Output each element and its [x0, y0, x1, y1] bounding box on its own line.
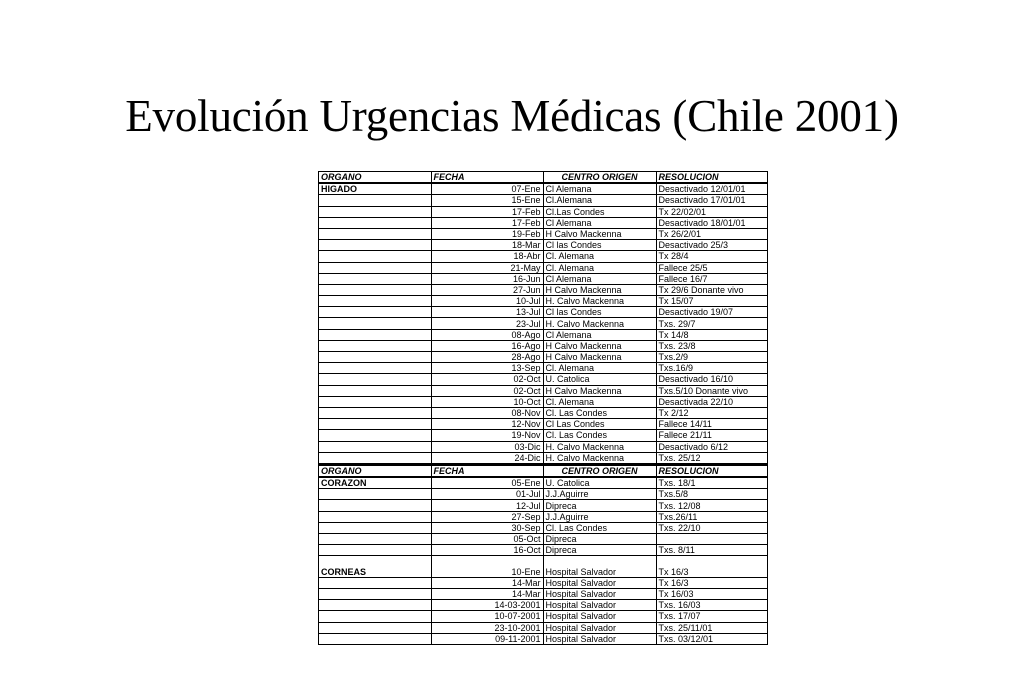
- organ-cell: [319, 352, 431, 363]
- date-cell: 27-Sep: [431, 511, 543, 522]
- table-row: [319, 374, 767, 385]
- origin-cell: H Calvo Mackenna: [543, 352, 656, 363]
- origin-cell: H Calvo Mackenna: [543, 385, 656, 396]
- date-cell: 10-Ene: [431, 567, 543, 578]
- organ-cell: [319, 284, 431, 295]
- table-row: [319, 206, 767, 217]
- organ-cell: [319, 419, 431, 430]
- table-row: [319, 329, 767, 340]
- resolution-cell: Desactivado 17/01/01: [656, 195, 767, 206]
- origin-cell: Cl. Las Condes: [543, 407, 656, 418]
- table-row: [319, 419, 767, 430]
- resolution-cell: Tx 22/02/01: [656, 206, 767, 217]
- organ-cell: [319, 600, 431, 611]
- header-fecha: FECHA: [431, 172, 543, 183]
- header-resolucion: RESOLUCION: [656, 464, 767, 477]
- resolution-cell: Txs.16/9: [656, 363, 767, 374]
- date-cell: 16-Jun: [431, 273, 543, 284]
- organ-cell: [319, 240, 431, 251]
- table-row: [319, 522, 767, 533]
- date-cell: 17-Feb: [431, 217, 543, 228]
- organ-cell: [319, 441, 431, 452]
- origin-cell: H Calvo Mackenna: [543, 284, 656, 295]
- date-cell: 15-Ene: [431, 195, 543, 206]
- organ-cell: [319, 396, 431, 407]
- origin-cell: H Calvo Mackenna: [543, 228, 656, 239]
- organ-cell: [319, 228, 431, 239]
- table-row: [319, 534, 767, 545]
- organ-cell: [319, 273, 431, 284]
- origin-cell: H Calvo Mackenna: [543, 340, 656, 351]
- table-row: [319, 500, 767, 511]
- organ-cell: [319, 251, 431, 262]
- date-cell: 10-Oct: [431, 396, 543, 407]
- table-row: [319, 228, 767, 239]
- origin-cell: Hospital Salvador: [543, 567, 656, 578]
- organ-cell: [319, 262, 431, 273]
- date-cell: 12-Nov: [431, 419, 543, 430]
- table-row: [319, 441, 767, 452]
- organ-cell: [319, 206, 431, 217]
- date-cell: 05-Ene: [431, 477, 543, 489]
- resolution-cell: Tx 29/6 Donante vivo: [656, 284, 767, 295]
- date-cell: 23-Jul: [431, 318, 543, 329]
- header-resolucion: RESOLUCION: [656, 172, 767, 183]
- header-organo: ORGANO: [319, 172, 431, 183]
- table-row: [319, 452, 767, 464]
- origin-cell: H. Calvo Mackenna: [543, 441, 656, 452]
- table-row: [319, 577, 767, 588]
- table-row: [319, 633, 767, 644]
- organ-cell: [319, 611, 431, 622]
- origin-cell: Hospital Salvador: [543, 600, 656, 611]
- table-row: [319, 611, 767, 622]
- organ-cell: CORAZON: [319, 477, 431, 489]
- empty-cell: [656, 556, 767, 567]
- date-cell: 08-Ago: [431, 329, 543, 340]
- resolution-cell: Desactivado 18/01/01: [656, 217, 767, 228]
- organ-cell: [319, 217, 431, 228]
- header-centro-origen: CENTRO ORIGEN: [543, 172, 656, 183]
- origin-cell: Cl Alemana: [543, 183, 656, 195]
- transplant-table-grid: [319, 172, 767, 645]
- origin-cell: Cl.Alemana: [543, 195, 656, 206]
- resolution-cell: Tx 26/2/01: [656, 228, 767, 239]
- date-cell: 09-11-2001: [431, 633, 543, 644]
- table-row: [319, 489, 767, 500]
- empty-cell: [543, 556, 656, 567]
- organ-cell: [319, 296, 431, 307]
- resolution-cell: Desactivado 6/12: [656, 441, 767, 452]
- origin-cell: Cl Las Condes: [543, 419, 656, 430]
- table-row: [319, 251, 767, 262]
- table-row: [319, 511, 767, 522]
- table-row: [319, 307, 767, 318]
- resolution-cell: Fallece 25/5: [656, 262, 767, 273]
- table-row: [319, 385, 767, 396]
- date-cell: 07-Ene: [431, 183, 543, 195]
- date-cell: 23-10-2001: [431, 622, 543, 633]
- organ-cell: [319, 452, 431, 464]
- resolution-cell: Tx 15/07: [656, 296, 767, 307]
- date-cell: 16-Ago: [431, 340, 543, 351]
- date-cell: 16-Oct: [431, 545, 543, 556]
- resolution-cell: Txs. 29/7: [656, 318, 767, 329]
- origin-cell: Hospital Salvador: [543, 633, 656, 644]
- origin-cell: Cl Alemana: [543, 329, 656, 340]
- resolution-cell: Fallece 14/11: [656, 419, 767, 430]
- resolution-cell: Txs. 22/10: [656, 522, 767, 533]
- resolution-cell: Txs.5/8: [656, 489, 767, 500]
- origin-cell: U. Catolica: [543, 477, 656, 489]
- date-cell: 05-Oct: [431, 534, 543, 545]
- origin-cell: Dipreca: [543, 534, 656, 545]
- origin-cell: Cl. Alemana: [543, 251, 656, 262]
- origin-cell: Hospital Salvador: [543, 611, 656, 622]
- date-cell: 02-Oct: [431, 374, 543, 385]
- table-row: [319, 284, 767, 295]
- organ-cell: [319, 511, 431, 522]
- origin-cell: Cl. Las Condes: [543, 522, 656, 533]
- origin-cell: H. Calvo Mackenna: [543, 296, 656, 307]
- origin-cell: Cl Alemana: [543, 273, 656, 284]
- organ-cell: [319, 363, 431, 374]
- resolution-cell: Txs.2/9: [656, 352, 767, 363]
- resolution-cell: Txs. 17/07: [656, 611, 767, 622]
- table-row: [319, 240, 767, 251]
- resolution-cell: Tx 14/8: [656, 329, 767, 340]
- resolution-cell: Txs. 18/1: [656, 477, 767, 489]
- table-row: [319, 296, 767, 307]
- date-cell: 10-07-2001: [431, 611, 543, 622]
- resolution-cell: Txs. 23/8: [656, 340, 767, 351]
- table-body: [319, 172, 767, 644]
- origin-cell: Cl. Alemana: [543, 363, 656, 374]
- resolution-cell: Txs.5/10 Donante vivo: [656, 385, 767, 396]
- page-title: Evolución Urgencias Médicas (Chile 2001): [125, 91, 899, 141]
- resolution-cell: Txs. 03/12/01: [656, 633, 767, 644]
- origin-cell: Cl. Las Condes: [543, 430, 656, 441]
- date-cell: 01-Jul: [431, 489, 543, 500]
- date-cell: 14-Mar: [431, 577, 543, 588]
- date-cell: 18-Mar: [431, 240, 543, 251]
- origin-cell: H. Calvo Mackenna: [543, 452, 656, 464]
- table-row: [319, 340, 767, 351]
- origin-cell: Cl las Condes: [543, 307, 656, 318]
- header-fecha: FECHA: [431, 464, 543, 477]
- resolution-cell: Txs. 25/12: [656, 452, 767, 464]
- resolution-cell: Txs. 16/03: [656, 600, 767, 611]
- origin-cell: U. Catolica: [543, 374, 656, 385]
- date-cell: 10-Jul: [431, 296, 543, 307]
- date-cell: 27-Jun: [431, 284, 543, 295]
- origin-cell: H. Calvo Mackenna: [543, 318, 656, 329]
- resolution-cell: Tx 28/4: [656, 251, 767, 262]
- table-row: [319, 183, 767, 195]
- date-cell: 14-Mar: [431, 588, 543, 599]
- table-row: [319, 217, 767, 228]
- table-row: [319, 567, 767, 578]
- empty-cell: [319, 556, 431, 567]
- origin-cell: Hospital Salvador: [543, 577, 656, 588]
- date-cell: 02-Oct: [431, 385, 543, 396]
- organ-cell: [319, 622, 431, 633]
- table-header-row: [319, 172, 767, 183]
- resolution-cell: Tx 16/3: [656, 567, 767, 578]
- origin-cell: J.J.Aguirre: [543, 511, 656, 522]
- organ-cell: [319, 307, 431, 318]
- table-row: [319, 396, 767, 407]
- origin-cell: Hospital Salvador: [543, 588, 656, 599]
- organ-cell: [319, 329, 431, 340]
- table-row: [319, 352, 767, 363]
- date-cell: 28-Ago: [431, 352, 543, 363]
- organ-cell: [319, 407, 431, 418]
- date-cell: 12-Jul: [431, 500, 543, 511]
- resolution-cell: Tx 2/12: [656, 407, 767, 418]
- origin-cell: Hospital Salvador: [543, 622, 656, 633]
- organ-cell: [319, 430, 431, 441]
- resolution-cell: Desactivado 16/10: [656, 374, 767, 385]
- organ-cell: [319, 577, 431, 588]
- table-spacer-row: [319, 556, 767, 567]
- origin-cell: Cl.Las Condes: [543, 206, 656, 217]
- table-row: [319, 477, 767, 489]
- resolution-cell: Desactivada 22/10: [656, 396, 767, 407]
- organ-cell: [319, 500, 431, 511]
- table-row: [319, 407, 767, 418]
- date-cell: 17-Feb: [431, 206, 543, 217]
- header-organo: ORGANO: [319, 464, 431, 477]
- date-cell: 19-Nov: [431, 430, 543, 441]
- resolution-cell: Fallece 16/7: [656, 273, 767, 284]
- resolution-cell: Fallece 21/11: [656, 430, 767, 441]
- table-row: [319, 195, 767, 206]
- organ-cell: [319, 534, 431, 545]
- organ-cell: [319, 489, 431, 500]
- table-row: [319, 600, 767, 611]
- date-cell: 21-May: [431, 262, 543, 273]
- organ-cell: HIGADO: [319, 183, 431, 195]
- organ-cell: [319, 318, 431, 329]
- origin-cell: Cl. Alemana: [543, 396, 656, 407]
- date-cell: 18-Abr: [431, 251, 543, 262]
- resolution-cell: [656, 534, 767, 545]
- table-header-row: [319, 464, 767, 477]
- table-row: [319, 545, 767, 556]
- resolution-cell: Desactivado 19/07: [656, 307, 767, 318]
- table-row: [319, 622, 767, 633]
- organ-cell: [319, 340, 431, 351]
- date-cell: 03-Dic: [431, 441, 543, 452]
- table-row: [319, 273, 767, 284]
- organ-cell: [319, 633, 431, 644]
- origin-cell: Dipreca: [543, 545, 656, 556]
- origin-cell: Cl. Alemana: [543, 262, 656, 273]
- empty-cell: [431, 556, 543, 567]
- date-cell: 13-Sep: [431, 363, 543, 374]
- organ-cell: CORNEAS: [319, 567, 431, 578]
- resolution-cell: Txs. 25/11/01: [656, 622, 767, 633]
- resolution-cell: Txs. 8/11: [656, 545, 767, 556]
- organ-cell: [319, 545, 431, 556]
- transplant-table: [318, 171, 768, 645]
- table-row: [319, 363, 767, 374]
- table-row: [319, 588, 767, 599]
- date-cell: 13-Jul: [431, 307, 543, 318]
- organ-cell: [319, 374, 431, 385]
- date-cell: 14-03-2001: [431, 600, 543, 611]
- resolution-cell: Desactivado 25/3: [656, 240, 767, 251]
- resolution-cell: Txs.26/11: [656, 511, 767, 522]
- date-cell: 08-Nov: [431, 407, 543, 418]
- header-centro-origen: CENTRO ORIGEN: [543, 464, 656, 477]
- table-row: [319, 262, 767, 273]
- date-cell: 30-Sep: [431, 522, 543, 533]
- organ-cell: [319, 195, 431, 206]
- organ-cell: [319, 522, 431, 533]
- resolution-cell: Txs. 12/08: [656, 500, 767, 511]
- origin-cell: Cl Alemana: [543, 217, 656, 228]
- date-cell: 24-Dic: [431, 452, 543, 464]
- resolution-cell: Desactivado 12/01/01: [656, 183, 767, 195]
- organ-cell: [319, 385, 431, 396]
- resolution-cell: Tx 16/03: [656, 588, 767, 599]
- organ-cell: [319, 588, 431, 599]
- table-row: [319, 318, 767, 329]
- origin-cell: Cl las Condes: [543, 240, 656, 251]
- origin-cell: Dipreca: [543, 500, 656, 511]
- origin-cell: J.J.Aguirre: [543, 489, 656, 500]
- resolution-cell: Tx 16/3: [656, 577, 767, 588]
- table-row: [319, 430, 767, 441]
- date-cell: 19-Feb: [431, 228, 543, 239]
